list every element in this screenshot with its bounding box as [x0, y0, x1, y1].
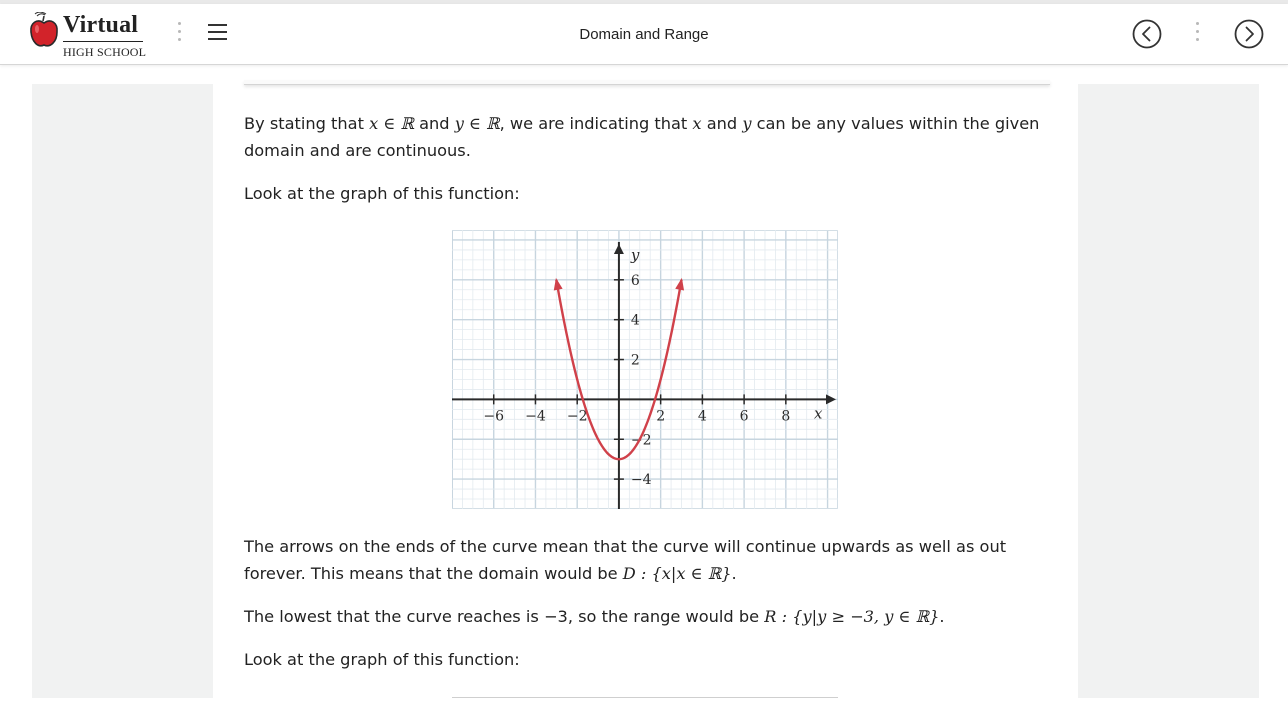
y-tick-label: 2	[630, 352, 640, 369]
right-side-panel	[1078, 84, 1259, 698]
y-tick-label: −2	[630, 432, 652, 449]
y-tick-label: 4	[630, 312, 640, 329]
hamburger-menu-button[interactable]	[208, 24, 230, 44]
paragraph-look-at-graph: Look at the graph of this function:	[244, 184, 520, 203]
virtual-high-school-logo[interactable]	[28, 12, 158, 58]
x-tick-label: 8	[781, 408, 791, 425]
math-range: R : {y|y ≥ −3, y ∈ ℝ}	[764, 607, 940, 626]
y-axis-label: y	[630, 246, 640, 264]
y-tick-label: −4	[630, 472, 652, 489]
hamburger-menu-icon	[208, 24, 227, 26]
x-tick-label: 2	[656, 408, 666, 425]
math-domain: D : {x|x ∈ ℝ}	[622, 564, 732, 583]
next-page-button[interactable]	[1234, 19, 1264, 49]
x-tick-label: −2	[566, 408, 588, 425]
paragraph-domain-explanation: The arrows on the ends of the curve mean that the curve will continue upwards as well as out forever. This means that the domain would be D : {x|x ∈ ℝ}.	[244, 537, 1007, 583]
apple-icon	[28, 12, 60, 52]
logo-subtitle: HIGH SCHOOL	[63, 45, 147, 59]
parabola-graph	[452, 230, 838, 509]
paragraph-range-explanation: The lowest that the curve reaches is −3, so the range would be R : {y|y ≥ −3, y ∈ ℝ}.	[244, 607, 945, 626]
x-tick-label: 4	[697, 408, 707, 425]
x-axis-label: x	[814, 404, 823, 423]
x-tick-label: −4	[525, 408, 546, 425]
previous-page-button[interactable]	[1132, 19, 1162, 49]
logo-rule	[63, 41, 143, 42]
content-top-edge	[244, 80, 1050, 85]
chevron-left-circle-icon	[1132, 19, 1162, 49]
vertical-divider-dots	[1196, 22, 1200, 46]
vertical-divider-dots	[178, 22, 182, 46]
y-tick-label: 6	[630, 272, 640, 289]
x-tick-label: −6	[483, 408, 505, 425]
paragraph-domain-intro: By stating that x ∈ ℝ and y ∈ ℝ, we are indicating that x and y can be any values within the given domain and are continuous.	[244, 114, 1040, 160]
left-side-panel	[32, 84, 213, 698]
chevron-right-circle-icon	[1234, 19, 1264, 49]
paragraph-look-at-graph-2: Look at the graph of this function:	[244, 650, 520, 669]
page-title: Domain and Range	[579, 26, 709, 43]
logo-wordmark: Virtual	[63, 12, 139, 38]
math-x-in-reals: x ∈ ℝ	[369, 114, 414, 133]
math-y-in-reals: y ∈ ℝ	[454, 114, 500, 133]
x-tick-label: 6	[739, 408, 749, 425]
next-graph-top-border	[452, 697, 838, 698]
app-header	[0, 4, 1288, 65]
